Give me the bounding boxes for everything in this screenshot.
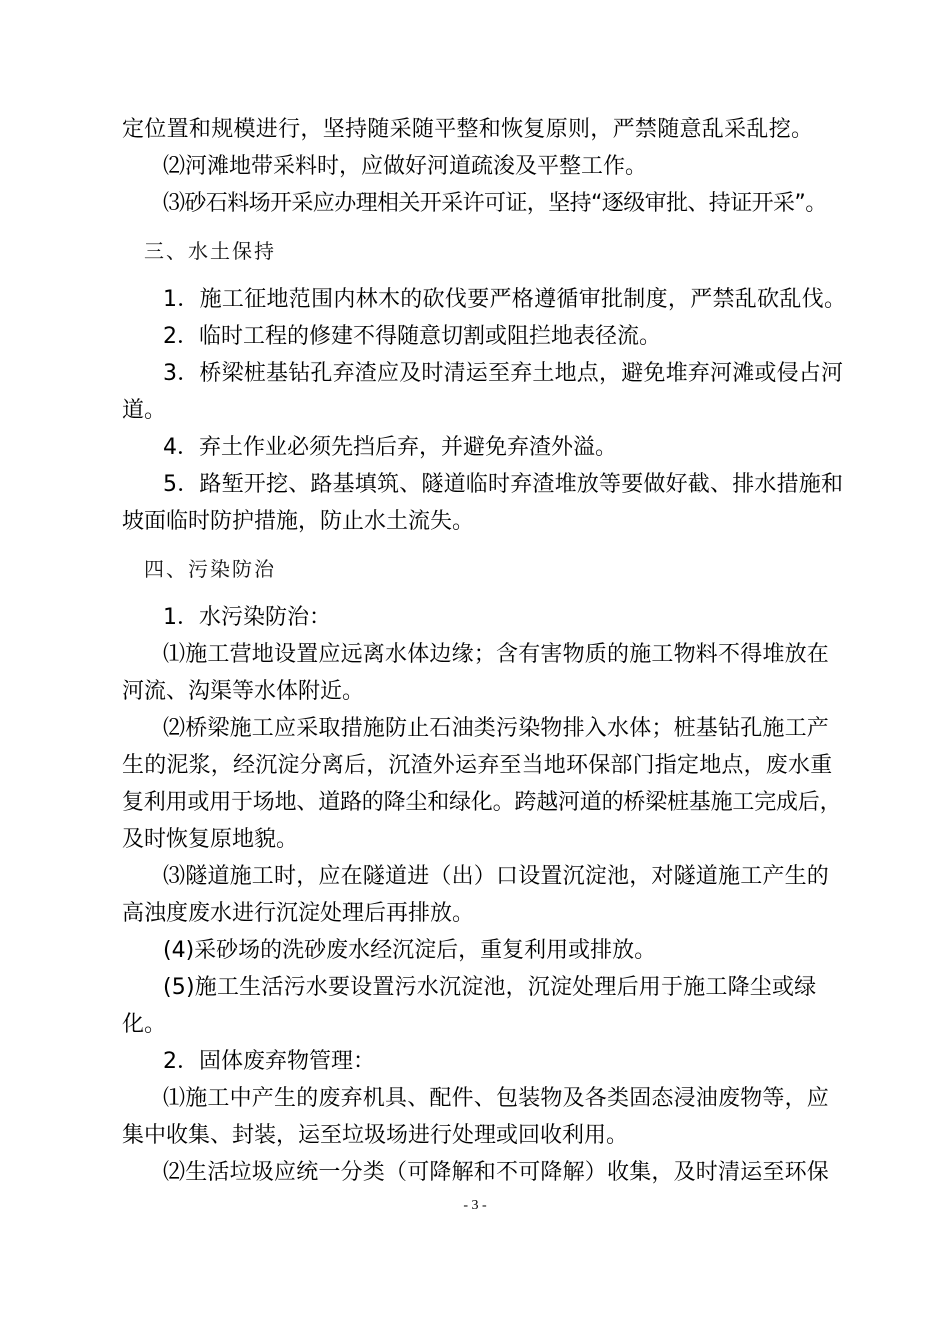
text-line: 道。 (122, 398, 167, 423)
text-line: 复利用或用于场地、道路的降尘和绿化。跨越河道的桥梁桩基施工完成后， (122, 790, 842, 815)
text-line: (4)采砂场的洗砂废水经沉淀后，重复利用或排放。 (163, 938, 657, 963)
text-line: 2．固体废弃物管理： (163, 1049, 375, 1074)
text-line: 化。 (122, 1012, 167, 1037)
text-line: 生的泥浆，经沉淀分离后，沉渣外运弃至当地环保部门指定地点，废水重 (122, 753, 833, 778)
text-line: ⑴施工中产生的废弃机具、配件、包装物及各类固态浸油废物等，应 (163, 1086, 830, 1111)
text-line: ⑶砂石料场开采应办理相关开采许可证，坚持“逐级审批、持证开采”。 (163, 191, 827, 216)
text-line: 2．临时工程的修建不得随意切割或阻拦地表径流。 (163, 324, 661, 349)
text-line: ⑵生活垃圾应统一分类（可降解和不可降解）收集，及时清运至环保 (163, 1160, 830, 1185)
text-line: 3．桥梁桩基钻孔弃渣应及时清运至弃土地点，避免堆弃河滩或侵占河 (163, 361, 844, 386)
text-line: 河流、沟渠等水体附近。 (122, 679, 365, 704)
text-line: 及时恢复原地貌。 (122, 827, 299, 852)
text-line: 4．弃土作业必须先挡后弃，并避免弃渣外溢。 (163, 435, 617, 460)
text-line: 定位置和规模进行，坚持随采随平整和恢复原则，严禁随意乱采乱挖。 (122, 117, 814, 142)
page-number: - 3 - (463, 1198, 487, 1213)
text-line: 1．施工征地范围内林木的砍伐要严格遵循审批制度，严禁乱砍乱伐。 (163, 287, 847, 312)
text-line: 高浊度废水进行沉淀处理后再排放。 (122, 901, 475, 926)
text-line: 5．路堑开挖、路基填筑、隧道临时弃渣堆放等要做好截、排水措施和 (163, 472, 844, 497)
text-line: ⑴施工营地设置应远离水体边缘；含有害物质的施工物料不得堆放在 (163, 642, 830, 667)
section-heading: 四、污染防治 (144, 557, 276, 581)
text-line: ⑵桥梁施工应采取措施防止石油类污染物排入水体；桩基钻孔施工产 (163, 716, 830, 741)
text-line: 坡面临时防护措施，防止水土流失。 (122, 509, 475, 534)
text-line: ⑵河滩地带采料时，应做好河道疏浚及平整工作。 (163, 154, 648, 179)
text-line: (5)施工生活污水要设置污水沉淀池，沉淀处理后用于施工降尘或绿 (163, 975, 817, 1000)
text-line: 集中收集、封装，运至垃圾场进行处理或回收利用。 (122, 1123, 629, 1148)
text-line: ⑶隧道施工时，应在隧道进（出）口设置沉淀池，对隧道施工产生的 (163, 864, 830, 889)
section-heading: 三、水土保持 (144, 239, 276, 263)
text-line: 1．水污染防治： (163, 605, 331, 630)
